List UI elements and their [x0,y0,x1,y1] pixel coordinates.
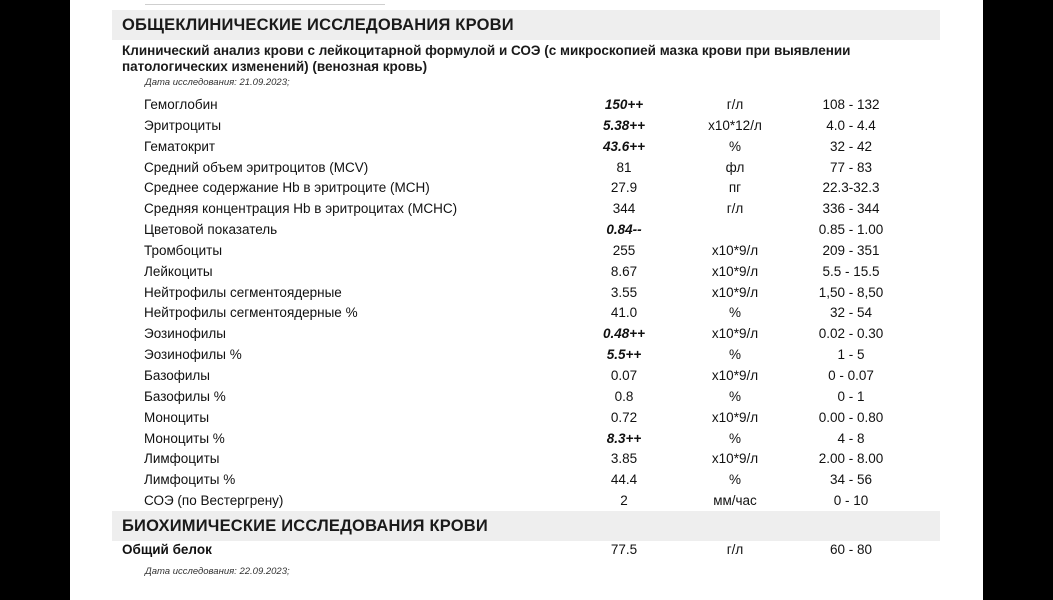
result-value: 255 [612,242,636,258]
result-name: Базофилы [144,367,210,383]
result-unit: % [728,138,741,154]
result-reference-range: 77 - 83 [829,159,873,175]
result-name: Средний объем эритроцитов (MCV) [144,159,369,175]
result-name: Лимфоциты [144,451,220,467]
result-reference-range: 108 - 132 [822,97,880,112]
result-reference-range: 32 - 54 [829,305,873,321]
result-reference-range: 0.02 - 0.30 [818,326,884,342]
table-row [70,324,983,345]
result-name: Моноциты % [144,430,225,446]
result-reference-range: 1,50 - 8,50 [818,284,884,300]
result-value: 5.38++ [602,117,646,133]
table-row [70,283,983,304]
result-value: 43.6++ [602,138,646,154]
result-value: 8.3++ [606,430,642,446]
result-unit: x10*9/л [711,451,759,467]
cbc-test-title: Клинический анализ крови с лейкоцитарной формулой и СОЭ (с микроскопией мазка крови при выявлении патологических изменений) (венозная кровь) [122,43,851,74]
cut-off-previous-line [145,0,385,5]
table-row [70,116,983,137]
result-unit: x10*9/л [711,409,759,425]
result-value: 3.55 [610,284,638,300]
result-value: 0.07 [610,367,638,383]
result-unit: % [728,347,741,363]
table-row [70,178,983,199]
report-page [70,0,983,600]
table-row [70,262,983,283]
result-unit: фл [725,159,745,175]
result-name: Эозинофилы [144,326,226,342]
result-unit: % [728,388,741,404]
result-value: 0.84-- [606,222,642,238]
bio-section-header: БИОХИМИЧЕСКИЕ ИССЛЕДОВАНИЯ КРОВИ [112,511,940,541]
result-name: Лейкоциты [144,263,213,279]
cbc-section-header: ОБЩЕКЛИНИЧЕСКИЕ ИССЛЕДОВАНИЯ КРОВИ [112,10,940,40]
result-reference-range: 5.5 - 15.5 [822,263,880,279]
result-name: Нейтрофилы сегментоядерные [144,284,342,300]
result-name: Гематокрит [144,138,216,154]
result-unit: x10*9/л [711,284,759,300]
result-reference-range: 4 - 8 [837,430,865,446]
bio-test-ref: 60 - 80 [829,542,873,557]
result-value: 41.0 [610,305,638,321]
result-reference-range: 0 - 1 [837,388,865,404]
result-unit: пг [728,180,742,196]
result-unit: x10*9/л [711,326,759,342]
result-name: Цветовой показатель [144,222,278,238]
result-name: СОЭ (по Вестергрену) [144,493,284,509]
bio-test-value: 77.5 [610,542,638,557]
result-value: 8.67 [610,263,638,279]
bio-test-name: Общий белок [122,542,212,557]
cbc-test-date: Дата исследования: 21.09.2023; [145,77,290,88]
result-reference-range: 22.3-32.3 [822,180,880,196]
result-name: Средняя концентрация Hb в эритроцитах (MCHC) [144,201,458,217]
result-unit: x10*9/л [711,242,759,258]
table-row [70,470,983,491]
result-value: 344 [612,201,636,217]
table-row [70,345,983,366]
result-value: 2 [620,493,628,509]
table-row [70,158,983,179]
result-unit: % [728,472,741,488]
result-reference-range: 0 - 0.07 [828,367,874,383]
result-reference-range: 209 - 351 [822,242,880,258]
result-unit: % [728,305,741,321]
result-reference-range: 32 - 42 [829,138,873,154]
result-reference-range: 0.00 - 0.80 [818,409,884,425]
result-value: 3.85 [610,451,638,467]
table-row [70,220,983,241]
table-row [70,199,983,220]
result-reference-range: 0.85 - 1.00 [818,222,884,238]
result-value: 27.9 [610,180,638,196]
table-row [70,95,983,116]
result-name: Среднее содержание Hb в эритроците (MCH) [144,180,430,196]
result-value: 5.5++ [606,347,642,363]
result-unit: мм/час [713,493,757,509]
table-row [70,408,983,429]
result-unit: г/л [726,201,744,217]
table-row [70,137,983,158]
result-value: 44.4 [610,472,638,488]
result-reference-range: 2.00 - 8.00 [818,451,884,467]
result-unit: x10*9/л [711,263,759,279]
table-row [70,241,983,262]
result-unit: x10*12/л [708,117,762,133]
result-name: Гемоглобин [144,97,218,112]
result-reference-range: 34 - 56 [829,472,873,488]
table-row [70,303,983,324]
bio-test-date: Дата исследования: 22.09.2023; [145,566,290,577]
result-value: 81 [616,159,632,175]
table-row [70,366,983,387]
table-row [70,491,983,512]
table-row [70,429,983,450]
result-value: 150++ [604,97,644,112]
result-reference-range: 0 - 10 [833,493,869,509]
bio-test-unit: г/л [726,542,744,557]
cbc-results-table [70,95,983,512]
result-reference-range: 4.0 - 4.4 [826,117,876,133]
result-name: Моноциты [144,409,210,425]
table-row [70,449,983,470]
result-name: Эозинофилы % [144,347,242,363]
result-unit: % [728,430,741,446]
result-reference-range: 1 - 5 [837,347,865,363]
result-value: 0.72 [610,409,638,425]
result-name: Лимфоциты % [144,472,236,488]
bio-result-row [70,542,983,562]
result-unit: x10*9/л [711,367,759,383]
result-name: Базофилы % [144,388,226,404]
result-reference-range: 336 - 344 [822,201,880,217]
result-name: Эритроциты [144,117,222,133]
result-name: Тромбоциты [144,242,223,258]
result-value: 0.8 [614,388,634,404]
result-value: 0.48++ [602,326,646,342]
result-name: Нейтрофилы сегментоядерные % [144,305,358,321]
table-row [70,387,983,408]
result-unit: г/л [726,97,744,112]
